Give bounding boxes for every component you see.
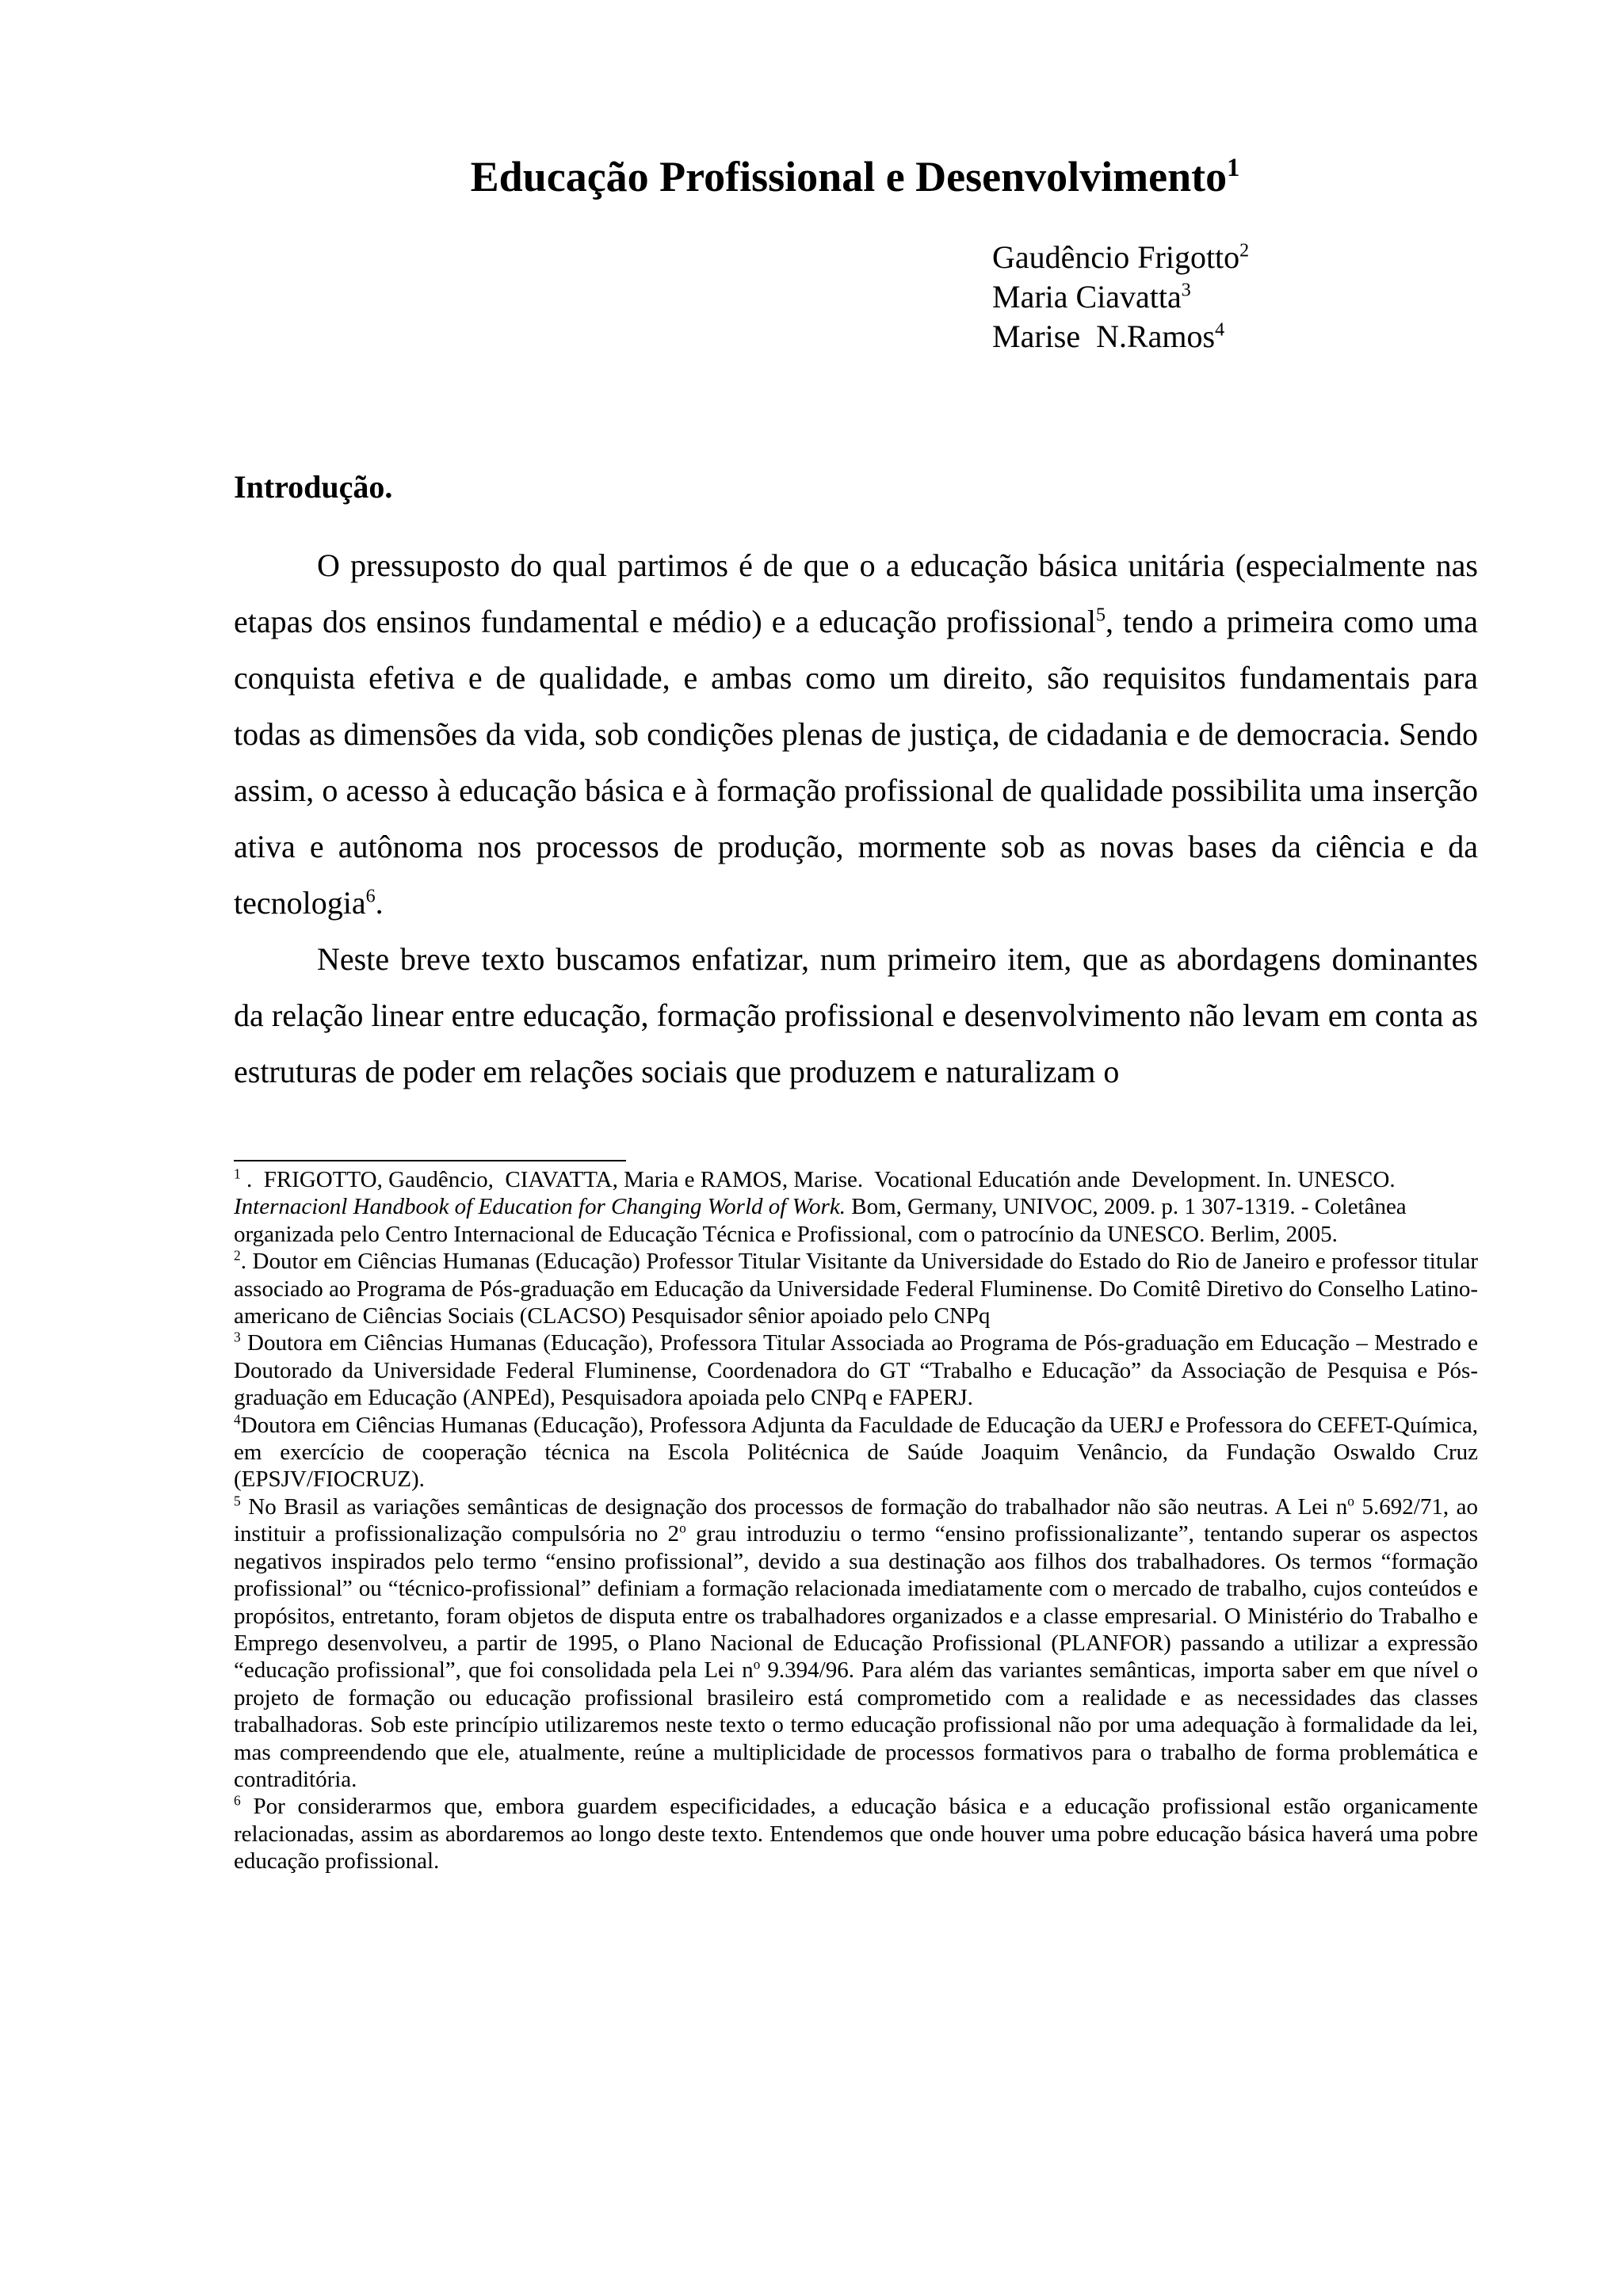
ordinal-marker: o [1347, 1493, 1354, 1509]
ordinal-marker: o [679, 1520, 686, 1536]
footnote-text: Doutora em Ciências Humanas (Educação), Professora Adjunta da Faculdade de Educação da UERJ e Professora do CEFET-Química, em exercício de cooperação técnica na Escola Politécnica de Saúde Joaquim Venâncio, da Fundação Oswaldo Cruz (EPSJV/FIOCRUZ). [234, 1412, 1478, 1493]
footnote-number: 6 [234, 1792, 241, 1809]
footnote-number: 4 [234, 1411, 241, 1427]
paragraph-text: Neste breve texto buscamos enfatizar, num primeiro item, que as abordagens dominantes da relação linear entre educação, formação profissional e desenvolvimento não levam em conta as estruturas de poder em relações sociais que produzem e naturalizam o [234, 941, 1478, 1089]
title-footnote-ref[interactable]: 1 [1227, 154, 1240, 182]
footnote-italic-title: Internacionl Handbook of Education for Changing World of Work. [234, 1194, 846, 1220]
footnote-text: Doutora em Ciências Humanas (Educação), Professora Titular Associada ao Programa de Pós-graduação em Educação – Mestrado e Doutorado da Universidade Federal Fluminense, Coordenadora do GT “Trabalho e Educação” da Associação de Pesquisa e Pós-graduação em Educação (ANPEd), Pesquisadora apoiada pelo CNPq e FAPERJ. [234, 1330, 1478, 1411]
footnote-3 [234, 1329, 1478, 1411]
author-ciavatta [992, 277, 1249, 317]
footnote-ref-6[interactable]: 6 [365, 886, 376, 907]
footnote-1 [234, 1166, 1478, 1248]
footnotes [234, 1166, 1478, 1875]
footnote-text: Bom, Germany, UNIVOC, 2009. p. 1 307-1319. - Coletânea organizada pelo Centro Internacional de Educação Técnica e Profissional, com o patrocínio da UNESCO. Berlim, 2005. [234, 1194, 1407, 1247]
footnote-ref-5[interactable]: 5 [1095, 605, 1106, 626]
footnote-text: . FRIGOTTO, Gaudêncio, CIAVATTA, Maria e RAMOS, Marise. Vocational Educatión ande Development. In. UNESCO. [240, 1167, 1407, 1192]
author-footnote-ref[interactable]: 3 [1181, 280, 1191, 301]
section-heading-introduction: Introdução. [234, 469, 393, 505]
body-text [234, 537, 1478, 1100]
title-text: Educação Profissional e Desenvolvimento [470, 153, 1228, 200]
footnote-text: No Brasil as variações semânticas de designação dos processos de formação do trabalhador não são neutras. A Lei n [240, 1493, 1348, 1520]
footnote-number: 5 [234, 1493, 241, 1509]
author-footnote-ref[interactable]: 4 [1215, 319, 1225, 341]
author-name: Gaudêncio Frigotto [992, 239, 1240, 275]
author-name: Marise N.Ramos [992, 318, 1216, 354]
footnote-text: . Doutor em Ciências Humanas (Educação) Professor Titular Visitante da Universidade do Estado do Rio de Janeiro e professor titular associado ao Programa de Pós-graduação em Educação da Universidade Federal Fluminense. Do Comitê Diretivo do Conselho Latino-americano de Ciências Sociais (CLACSO) Pesquisador sênior apoiado pelo CNPq [234, 1249, 1478, 1329]
footnote-text: grau introduziu o termo “ensino profissionalizante”, tentando superar os aspectos negativos inspirados pelo termo “ensino profissional”, devido a sua destinação aos filhos dos trabalhadores. Os termos “formação profissional” ou “técnico-profissional” definiam a formação relacionada imediatamente com o mercado de trabalho, cujos conteúdos e propósitos, entretanto, foram objetos de disputa entre os trabalhadores organizados e a classe empresarial. O Ministério do Trabalho e Emprego desenvolveu, a partir de 1995, o Plano Nacional de Educação Profissional (PLANFOR) passando a utilizar a expressão “educação profissional”, que foi consolidada pela Lei n [234, 1521, 1478, 1684]
footnote-number: 2 [234, 1247, 241, 1264]
footnote-text: 9.394/96. Para além das variantes semânticas, importa saber em que nível o projeto de formação ou educação profissional brasileiro está comprometido com a realidade e as necessidades das classes trabalhadoras. Sob este princípio utilizaremos neste texto o termo educação profissional não por uma adequação à formalidade da lei, mas compreendendo que ele, atualmente, reúne a multiplicidade de processos formativos para o trabalho de forma problemática e contraditória. [234, 1657, 1478, 1792]
author-frigotto [992, 238, 1249, 277]
author-name: Maria Ciavatta [992, 279, 1182, 315]
footnote-2 [234, 1248, 1478, 1329]
footnote-6 [234, 1793, 1478, 1875]
footnote-text: Por considerarmos que, embora guardem especificidades, a educação básica e a educação profissional estão organicamente relacionadas, assim as abordaremos ao longo deste texto. Entendemos que onde houver uma pobre educação básica haverá uma pobre educação profissional. [234, 1794, 1478, 1875]
author-ramos [992, 317, 1249, 357]
paragraph-1 [234, 537, 1478, 931]
document-title [0, 149, 1623, 204]
paragraph-2 [234, 931, 1478, 1100]
paragraph-text: O pressuposto do qual partimos é de que o a educação básica unitária (especialmente nas etapas dos ensinos fundamental e médio) e a educação profissional [234, 547, 1478, 639]
paragraph-text: , tendo a primeira como uma conquista efetiva e de qualidade, e ambas como um direito, são requisitos fundamentais para todas as dimensões da vida, sob condições plenas de justiça, de cidadania e de democracia. Sendo assim, o acesso à educação básica e à formação profissional de qualidade possibilita uma inserção ativa e autônoma nos processos de produção, mormente sob as novas bases da ciência e da tecnologia [234, 604, 1478, 921]
footnote-5 [234, 1493, 1478, 1793]
footnote-number: 1 [234, 1165, 241, 1182]
footnote-number: 3 [234, 1329, 241, 1345]
author-list [992, 238, 1249, 357]
author-footnote-ref[interactable]: 2 [1239, 240, 1250, 261]
footnote-4 [234, 1412, 1478, 1493]
paragraph-text: . [375, 885, 384, 921]
ordinal-marker: o [753, 1656, 761, 1672]
footnote-separator [234, 1160, 626, 1161]
footnote-text: 5.692/71, ao instituir a profissionalização compulsória no 2 [234, 1493, 1478, 1547]
